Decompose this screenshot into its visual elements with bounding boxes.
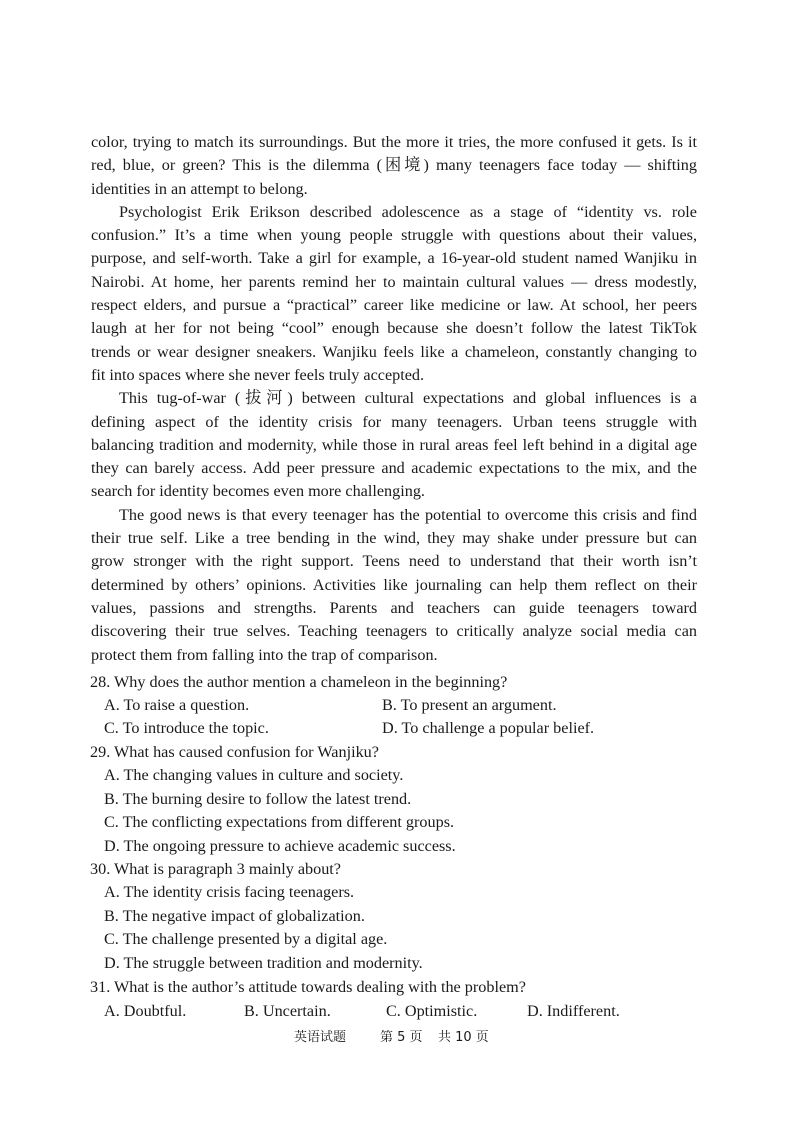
passage-line: Nairobi. At home, her parents remind her to maintain cultural values — dress modestly, bbox=[91, 272, 697, 291]
passage-line: The good news is that every teenager has the potential to overcome this crisis and find bbox=[119, 505, 697, 524]
paragraph-2 bbox=[91, 201, 697, 387]
passage-line: confusion.” It’s a time when young people struggle with questions about their values, bbox=[91, 226, 697, 245]
question-31-option-d: D. Indifferent. bbox=[527, 1002, 620, 1020]
question-31-option-c: C. Optimistic. bbox=[386, 1002, 478, 1020]
passage-line: discovering their true selves. Teaching teenagers to critically analyze social media can bbox=[91, 622, 697, 641]
passage-line: protect them from falling into the trap of comparison. bbox=[91, 645, 438, 664]
question-28-option-a: A. To raise a question. bbox=[104, 696, 250, 714]
question-29-option-c: C. The conflicting expectations from different groups. bbox=[104, 813, 455, 831]
passage-line: they can barely access. Add peer pressure and academic expectations to the mix, and the bbox=[91, 459, 697, 478]
question-31-option-a: A. Doubtful. bbox=[104, 1002, 187, 1020]
passage-line: search for identity becomes even more challenging. bbox=[91, 482, 425, 501]
footer-page-number: 第 5 页 bbox=[380, 1030, 423, 1045]
passage-line: color, trying to match its surroundings. But the more it tries, the more confused it gets. Is it bbox=[91, 133, 697, 151]
footer-total-pages: 共 10 页 bbox=[438, 1030, 489, 1045]
question-31-stem: 31. What is the author’s attitude towards dealing with the problem? bbox=[90, 978, 526, 996]
passage-line: defining aspect of the identity crisis for many teenagers. Urban teens struggle with bbox=[91, 412, 697, 431]
passage-line: red, blue, or green? This is the dilemma (困境) many teenagers face today — shifting bbox=[91, 156, 697, 175]
question-28-option-b: B. To present an argument. bbox=[382, 696, 557, 714]
passage-line: laugh at her for not being “cool” enough because she doesn’t follow the latest TikTok bbox=[91, 319, 697, 338]
passage-line: determined by others’ opinions. Activities like journaling can help them reflect on their bbox=[91, 575, 697, 594]
question-29-stem: 29. What has caused confusion for Wanjiku? bbox=[90, 743, 379, 761]
question-31-option-b: B. Uncertain. bbox=[244, 1002, 331, 1020]
question-28-stem: 28. Why does the author mention a chameleon in the beginning? bbox=[90, 673, 508, 691]
passage-line: identities in an attempt to belong. bbox=[91, 179, 308, 198]
question-30-option-d: D. The struggle between tradition and modernity. bbox=[104, 954, 423, 972]
question-28-option-c: C. To introduce the topic. bbox=[104, 719, 269, 737]
passage-line: This tug-of-war (拔河) between cultural expectations and global influences is a bbox=[119, 389, 697, 408]
paragraph-3 bbox=[91, 387, 697, 503]
passage-line: Psychologist Erik Erikson described adolescence as a stage of “identity vs. role bbox=[119, 202, 697, 221]
question-30-option-a: A. The identity crisis facing teenagers. bbox=[104, 883, 355, 901]
question-30-stem: 30. What is paragraph 3 mainly about? bbox=[90, 860, 341, 878]
paragraph-1 bbox=[91, 131, 697, 201]
passage-line: grow stronger with the right support. Teens need to understand that their worth isn’t bbox=[91, 552, 697, 571]
paragraph-4 bbox=[91, 504, 697, 667]
question-29-option-d: D. The ongoing pressure to achieve academic success. bbox=[104, 837, 456, 855]
passage-line: their true self. Like a tree bending in the wind, they may shake under pressure but can bbox=[91, 529, 697, 548]
passage-line: trends or wear designer sneakers. Wanjiku feels like a chameleon, constantly changing to bbox=[91, 342, 697, 361]
passage-line: fit into spaces where she never feels truly accepted. bbox=[91, 365, 425, 384]
footer-subject: 英语试题 bbox=[294, 1030, 347, 1045]
question-29-option-b: B. The burning desire to follow the latest trend. bbox=[104, 790, 412, 808]
question-29-option-a: A. The changing values in culture and society. bbox=[104, 766, 404, 784]
question-30-option-b: B. The negative impact of globalization. bbox=[104, 907, 365, 925]
passage-line: values, passions and strengths. Parents and teachers can guide teenagers toward bbox=[91, 598, 697, 617]
question-30-option-c: C. The challenge presented by a digital age. bbox=[104, 930, 388, 948]
passage-line: respect elders, and pursue a “practical” career like medicine or law. At school, her peers bbox=[91, 296, 697, 315]
question-28-option-d: D. To challenge a popular belief. bbox=[382, 719, 595, 737]
passage-line: purpose, and self-worth. Take a girl for example, a 16-year-old student named Wanjiku in bbox=[91, 249, 697, 268]
reading-passage bbox=[91, 131, 697, 667]
passage-line: balancing tradition and modernity, while those in rural areas feel left behind in a digital age bbox=[91, 435, 697, 454]
